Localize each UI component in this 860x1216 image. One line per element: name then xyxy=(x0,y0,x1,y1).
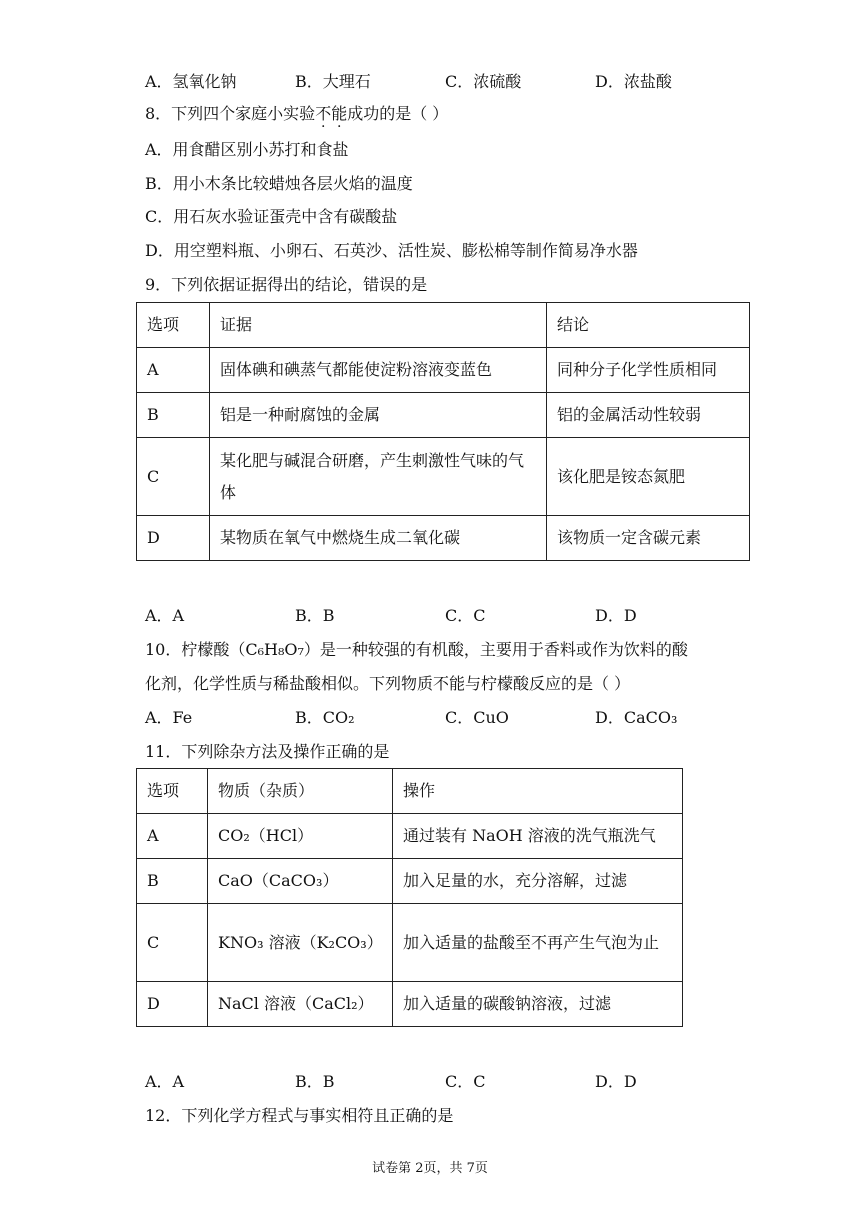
q8-stem-start: 8．下列四个家庭小实验 xyxy=(145,104,316,123)
q12-stem: 12．下列化学方程式与事实相符且正确的是 xyxy=(145,1106,454,1125)
q8-option-d: D．用空塑料瓶、小卵石、石英沙、活性炭、膨松棉等制作简易净水器 xyxy=(145,241,638,260)
table-row xyxy=(137,348,750,393)
table-cell: D xyxy=(137,516,210,561)
table-cell: CO₂（HCl） xyxy=(208,814,393,859)
q7-option-a: A．氢氧化钠 xyxy=(145,72,237,91)
q11-options xyxy=(145,1070,785,1094)
q9-stem: 9．下列依据证据得出的结论，错误的是 xyxy=(145,275,428,294)
q11-option-a: A．A xyxy=(145,1072,185,1091)
q8-stem xyxy=(145,102,448,126)
table-cell: D xyxy=(137,982,208,1027)
q9-options xyxy=(145,604,785,628)
table-row xyxy=(137,516,750,561)
table-row xyxy=(137,438,750,516)
q7-option-d: D．浓盐酸 xyxy=(595,72,672,91)
table-cell: A xyxy=(137,814,208,859)
table-cell: B xyxy=(137,859,208,904)
table-cell: KNO₃ 溶液（K₂CO₃） xyxy=(208,904,393,982)
table-cell: 该物质一定含碳元素 xyxy=(547,516,750,561)
q9-option-a: A．A xyxy=(145,606,185,625)
q8-option-a: A．用食醋区别小苏打和食盐 xyxy=(145,140,349,159)
table-header-cell: 操作 xyxy=(393,769,683,814)
table-cell: 加入足量的水，充分溶解，过滤 xyxy=(393,859,683,904)
q9-option-b: B．B xyxy=(295,606,335,625)
q10-option-a: A．Fe xyxy=(145,708,193,727)
q8-option-c: C．用石灰水验证蛋壳中含有碳酸盐 xyxy=(145,207,398,226)
q8-emphasis-1: 不 xyxy=(315,104,332,123)
table-cell: C xyxy=(137,904,208,982)
table-cell: 某化肥与碱混合研磨，产生刺激性气味的气体 xyxy=(210,438,547,516)
table-cell: 固体碘和碘蒸气都能使淀粉溶液变蓝色 xyxy=(210,348,547,393)
table-row xyxy=(137,859,683,904)
q11-option-b: B．B xyxy=(295,1072,335,1091)
table-header-cell: 证据 xyxy=(210,303,547,348)
table-header-cell: 选项 xyxy=(137,769,208,814)
table-cell: 铝的金属活动性较弱 xyxy=(547,393,750,438)
q8-stem-end: 成功的是（ ） xyxy=(347,104,449,123)
table-header-cell: 结论 xyxy=(547,303,750,348)
q8-option-b: B．用小木条比较蜡烛各层火焰的温度 xyxy=(145,174,413,193)
q9-table xyxy=(136,302,750,561)
table-header-cell: 选项 xyxy=(137,303,210,348)
q10-stem-line-2: 化剂，化学性质与稀盐酸相似。下列物质不能与柠檬酸反应的是（ ） xyxy=(145,674,631,693)
q7-option-c: C．浓硫酸 xyxy=(445,72,522,91)
table-cell: 加入适量的盐酸至不再产生气泡为止 xyxy=(393,904,683,982)
table-cell: B xyxy=(137,393,210,438)
q11-stem: 11．下列除杂方法及操作正确的是 xyxy=(145,742,390,761)
q9-option-c: C．C xyxy=(445,606,486,625)
table-header-row xyxy=(137,769,683,814)
q8-emphasis-2: 能 xyxy=(331,104,348,123)
q9-option-d: D．D xyxy=(595,606,637,625)
table-cell: 该化肥是铵态氮肥 xyxy=(547,438,750,516)
table-cell: 某物质在氧气中燃烧生成二氧化碳 xyxy=(210,516,547,561)
q11-option-d: D．D xyxy=(595,1072,637,1091)
table-cell: 加入适量的碳酸钠溶液，过滤 xyxy=(393,982,683,1027)
q7-option-b: B．大理石 xyxy=(295,72,371,91)
table-row xyxy=(137,904,683,982)
table-cell: A xyxy=(137,348,210,393)
q10-option-d: D．CaCO₃ xyxy=(595,708,678,727)
q10-option-b: B．CO₂ xyxy=(295,708,355,727)
q11-table xyxy=(136,768,683,1027)
table-cell: 铝是一种耐腐蚀的金属 xyxy=(210,393,547,438)
q11-option-c: C．C xyxy=(445,1072,486,1091)
table-row xyxy=(137,814,683,859)
table-cell: CaO（CaCO₃） xyxy=(208,859,393,904)
table-cell: 通过装有 NaOH 溶液的洗气瓶洗气 xyxy=(393,814,683,859)
q10-options xyxy=(145,706,785,730)
page-footer: 试卷第 2页，共 7页 xyxy=(372,1161,488,1176)
q7-options xyxy=(145,70,785,94)
q10-option-c: C．CuO xyxy=(445,708,509,727)
table-header-row xyxy=(137,303,750,348)
table-cell: C xyxy=(137,438,210,516)
table-header-cell: 物质（杂质） xyxy=(208,769,393,814)
q10-stem-line-1: 10．柠檬酸（C₆H₈O₇）是一种较强的有机酸，主要用于香料或作为饮料的酸 xyxy=(145,640,688,659)
table-row xyxy=(137,393,750,438)
table-row xyxy=(137,982,683,1027)
table-cell: 同种分子化学性质相同 xyxy=(547,348,750,393)
table-cell: NaCl 溶液（CaCl₂） xyxy=(208,982,393,1027)
